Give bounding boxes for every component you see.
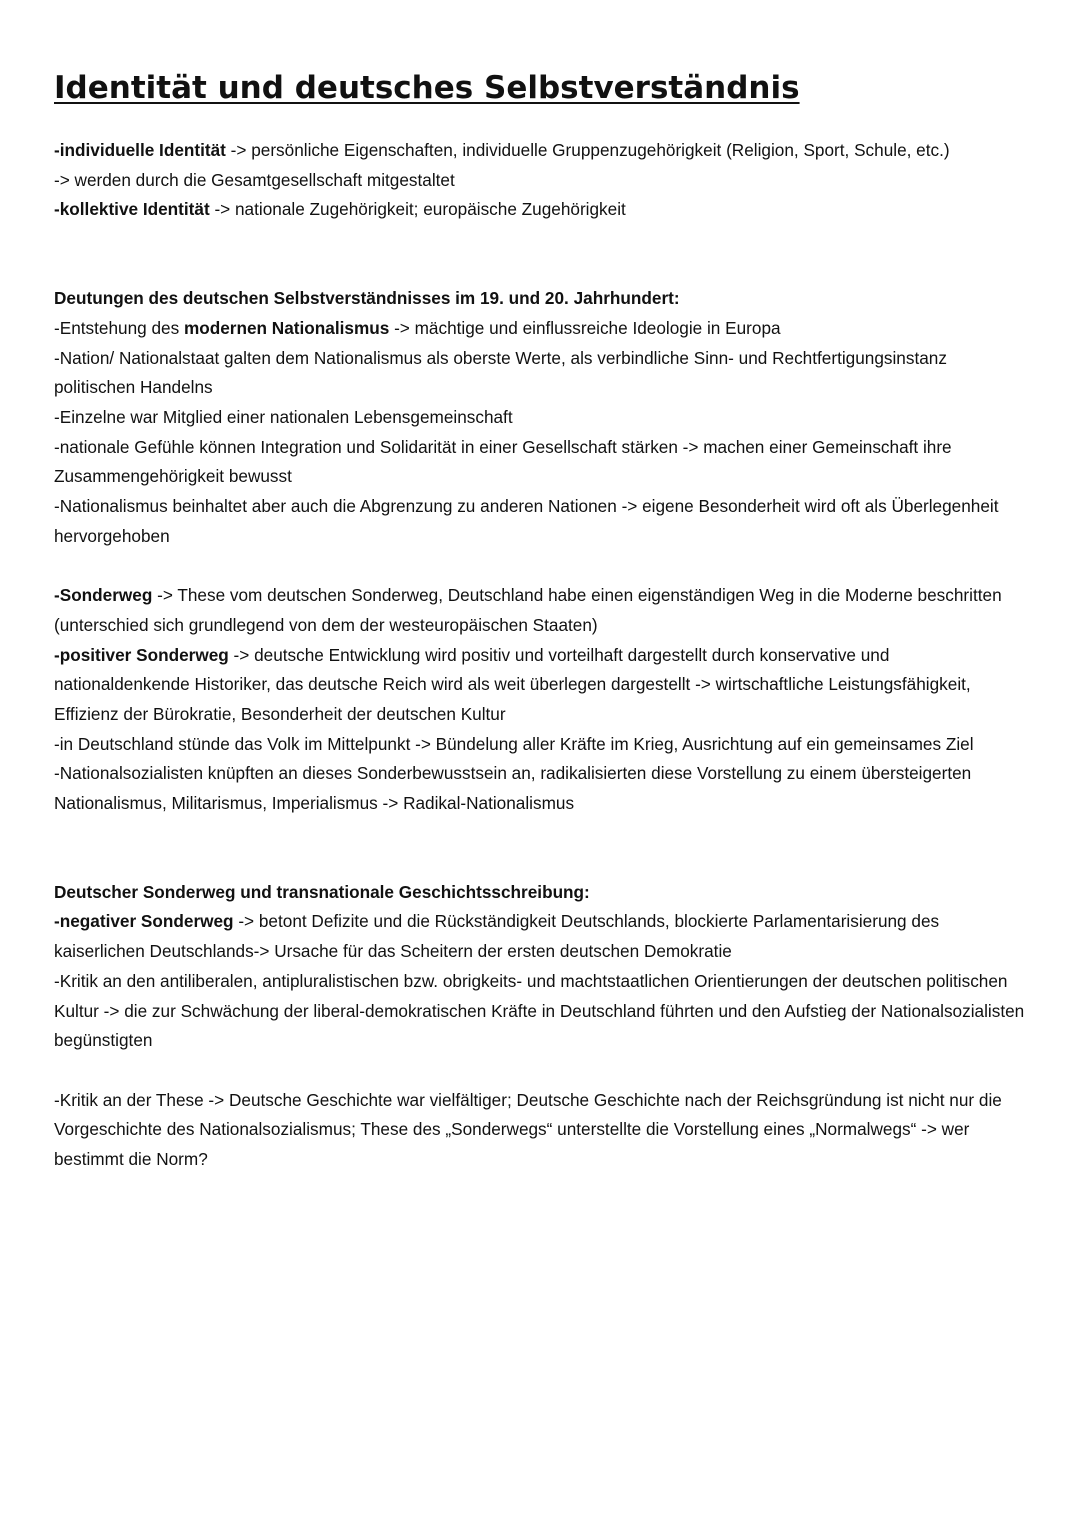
section-heading: Deutungen des deutschen Selbstverständnisses im 19. und 20. Jahrhundert: bbox=[54, 288, 680, 309]
document-page bbox=[54, 66, 1026, 1175]
paragraph: -negativer Sonderweg -> betont Defizite und die Rückständigkeit Deutschlands, blockierte Parlamentarisierung des kaiserlichen Deutschlands-> Ursache für das Scheitern der ersten deutschen Demokratie bbox=[54, 911, 940, 962]
term-negative-sonderweg: -negativer Sonderweg bbox=[54, 911, 234, 932]
section-transnational bbox=[54, 878, 1026, 1175]
paragraph: -Einzelne war Mitglied einer nationalen Lebensgemeinschaft bbox=[54, 406, 513, 427]
term-collective-identity: -kollektive Identität bbox=[54, 199, 210, 220]
intro-line-society bbox=[54, 166, 1026, 196]
page-title: Identität und deutsches Selbstverständnis bbox=[54, 70, 800, 106]
section-heading: Deutscher Sonderweg und transnationale Geschichtsschreibung: bbox=[54, 881, 590, 902]
intro-line-individual bbox=[54, 136, 1026, 166]
paragraph: -nationale Gefühle können Integration und Solidarität in einer Gesellschaft stärken -> machen einer Gemeinschaft ihre Zusammengehörigkeit bewusst bbox=[54, 436, 952, 487]
paragraph: -Nationalsozialisten knüpften an dieses Sonderbewusstsein an, radikalisierten diese Vorstellung zu einem übersteigerten Nationalismus, Militarismus, Imperialismus -> Radikal-Nationalismus bbox=[54, 763, 972, 814]
intro-line-text: -> persönliche Eigenschaften, individuelle Gruppenzugehörigkeit (Religion, Sport, Schule, etc.) bbox=[225, 140, 950, 160]
paragraph: -Kritik an der These -> Deutsche Geschichte war vielfältiger; Deutsche Geschichte nach der Reichsgründung ist nicht nur die Vorgeschichte des Nationalsozialismus; These des „Sonderwegs“ unterstellte die Vorstellung eines „Normalwegs“ -> wer bestimmt die Norm? bbox=[54, 1089, 1002, 1170]
paragraph: -Entstehung des modernen Nationalismus -> mächtige und einflussreiche Ideologie in Europa bbox=[54, 317, 781, 338]
term-modern-nationalism: modernen Nationalismus bbox=[183, 317, 390, 338]
term-sonderweg: -Sonderweg bbox=[54, 585, 153, 606]
intro-line-text: -> werden durch die Gesamtgesellschaft mitgestaltet bbox=[54, 169, 455, 190]
paragraph: -positiver Sonderweg -> deutsche Entwicklung wird positiv und vorteilhaft dargestellt durch konservative und nationaldenkende Historiker, das deutsche Reich wird als weit überlegen dargestellt -> wirtschaftliche Leistungsfähigkeit, Effizienz der Bürokratie, Besonderheit der deutschen Kultur bbox=[54, 644, 971, 724]
intro-block bbox=[54, 136, 1026, 225]
paragraph: -Kritik an den antiliberalen, antipluralistischen bzw. obrigkeits- und machtstaatlichen Orientierungen der deutschen politischen Kultur -> die zur Schwächung der liberal-demokratischen Kräfte in Deutschland führten und den Aufstieg der Nationalsozialisten begünstigten bbox=[54, 970, 1025, 1051]
paragraph: -Sonderweg -> These vom deutschen Sonderweg, Deutschland habe einen eigenständigen Weg in die Moderne beschritten (unterschied sich grundlegend von dem der westeuropäischen Staaten) bbox=[54, 585, 1002, 635]
paragraph: -in Deutschland stünde das Volk im Mittelpunkt -> Bündelung aller Kräfte im Krieg, Ausrichtung auf ein gemeinsames Ziel bbox=[54, 733, 974, 754]
term-positive-sonderweg: -positiver Sonderweg bbox=[54, 644, 229, 665]
paragraph: -Nation/ Nationalstaat galten dem Nationalismus als oberste Werte, als verbindliche Sinn- und Rechtfertigungsinstanz politischen Handelns bbox=[54, 347, 947, 398]
section-sonderweg bbox=[54, 581, 1026, 819]
intro-line-collective bbox=[54, 195, 1026, 225]
paragraph: -Nationalismus beinhaltet aber auch die Abgrenzung zu anderen Nationen -> eigene Besonderheit wird oft als Überlegenheit hervorgehoben bbox=[54, 496, 999, 546]
term-individual-identity: -individuelle Identität bbox=[54, 140, 226, 160]
section-deutungen bbox=[54, 284, 1026, 551]
intro-line-text: -> nationale Zugehörigkeit; europäische Zugehörigkeit bbox=[209, 199, 626, 220]
